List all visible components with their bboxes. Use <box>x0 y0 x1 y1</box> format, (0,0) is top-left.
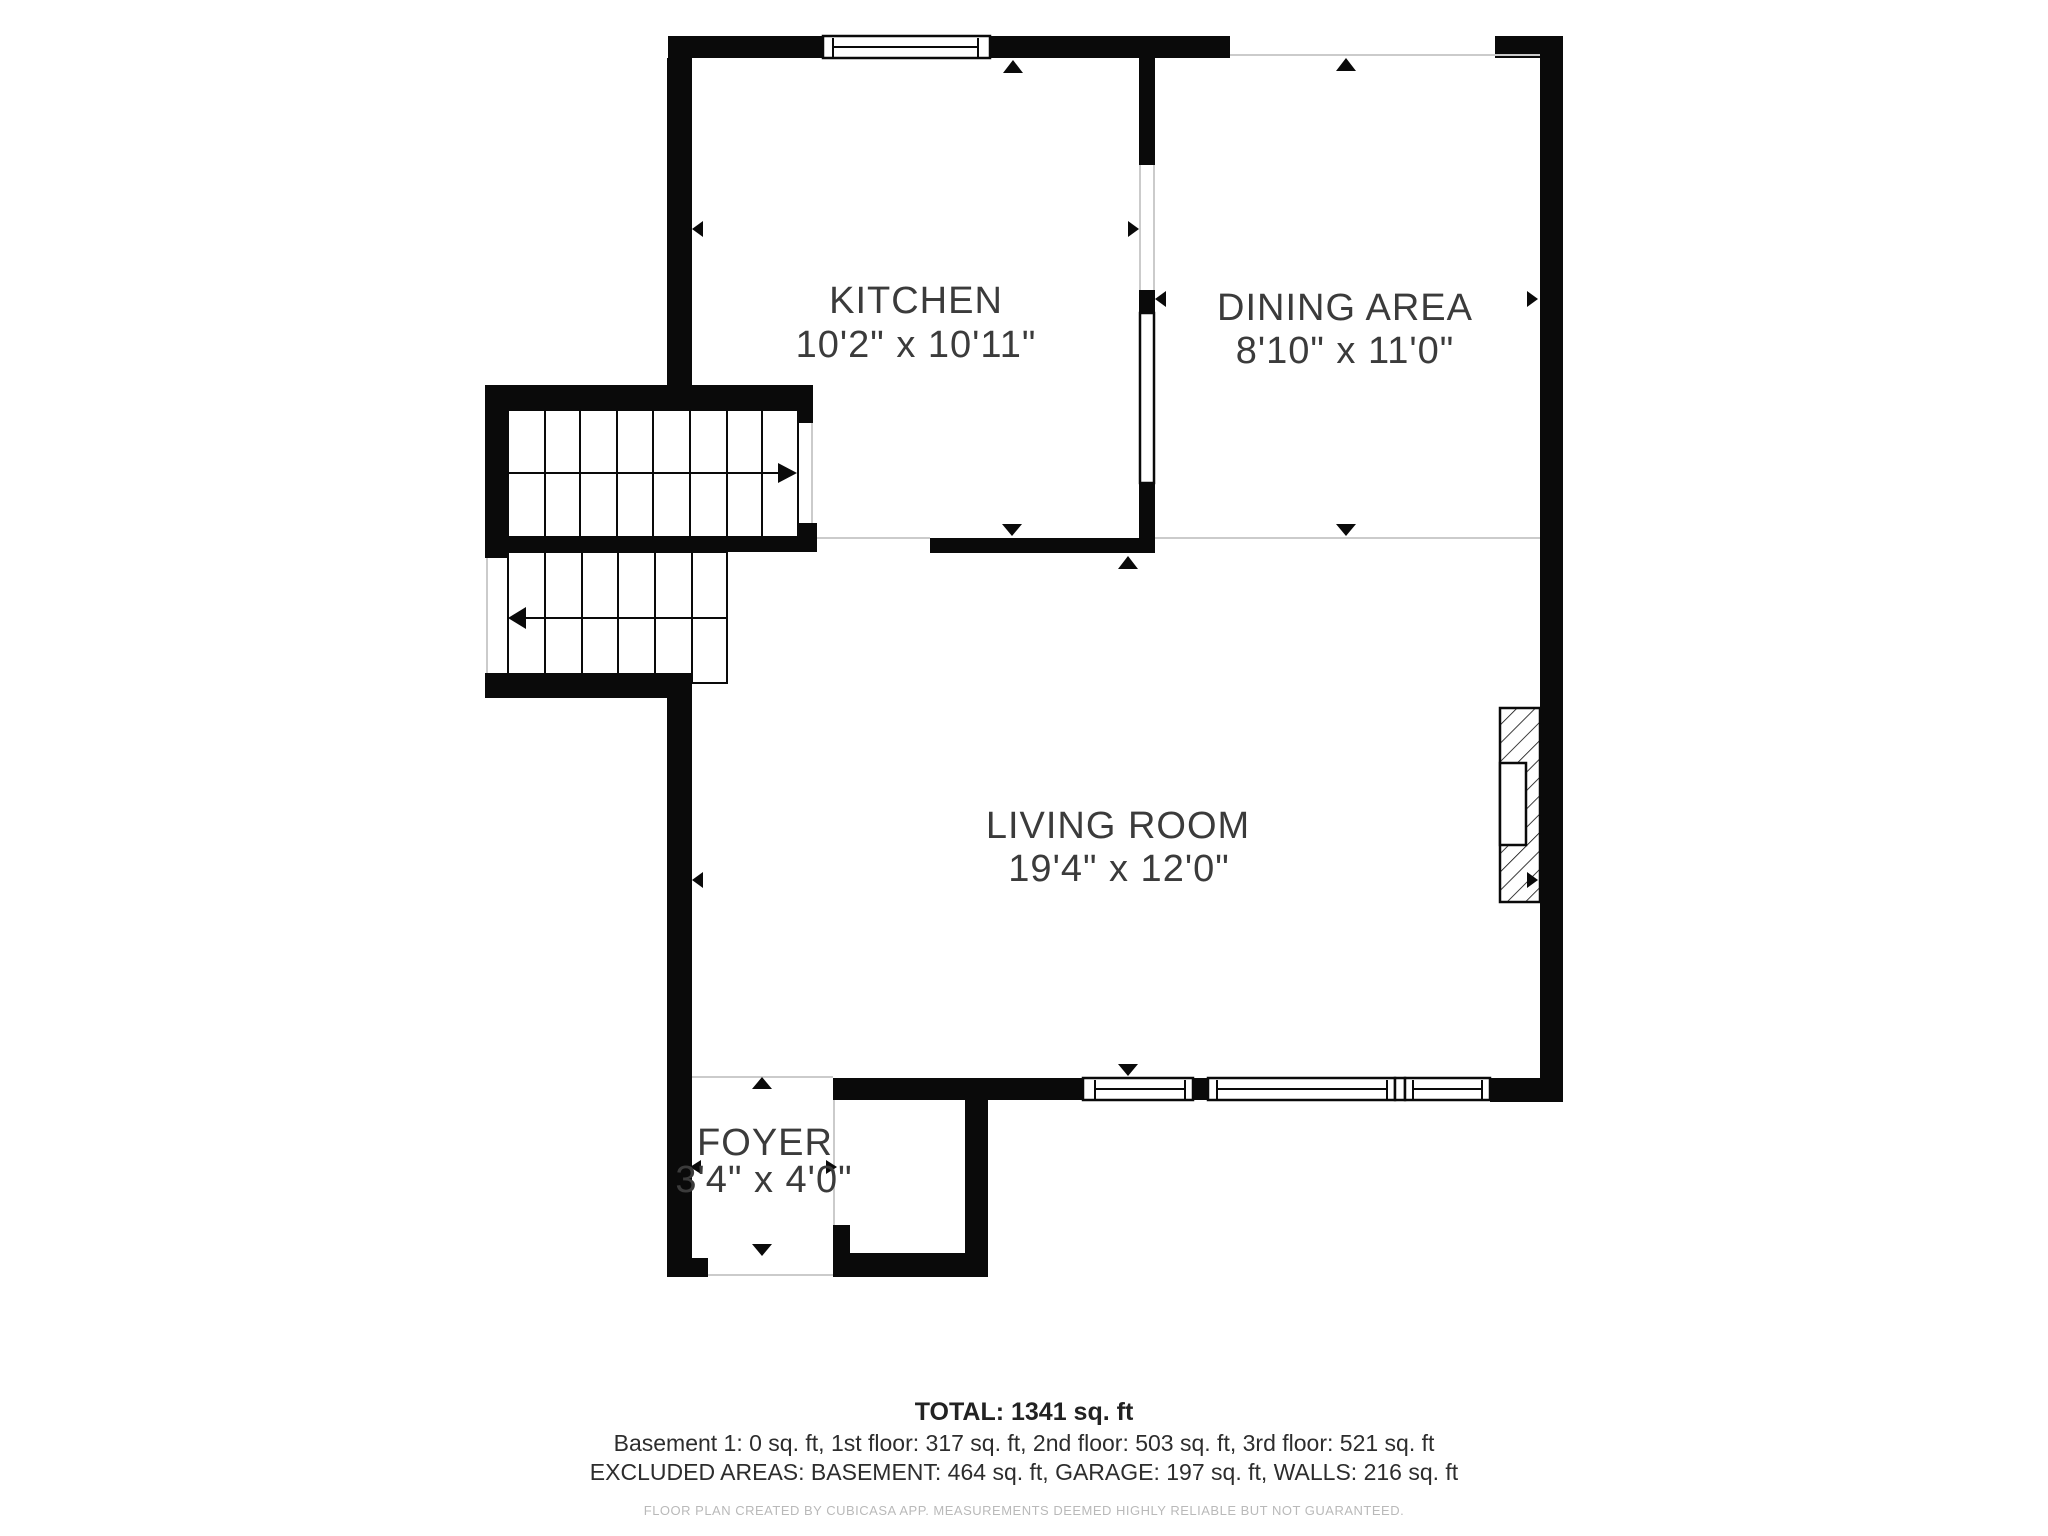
divider-door-panel-icon <box>1140 313 1154 483</box>
excluded-areas-text: EXCLUDED AREAS: BASEMENT: 464 sq. ft, GARAGE: 197 sq. ft, WALLS: 216 sq. ft <box>589 1459 1459 1485</box>
dining-arrow-left-icon <box>1155 291 1166 307</box>
wall-kitchen-dining-divider-top <box>1139 58 1155 165</box>
app-credit-text: FLOOR PLAN CREATED BY CUBICASA APP. MEASUREMENTS DEEMED HIGHLY RELIABLE BUT NOT GUARANTEED. <box>643 1503 1405 1518</box>
living-window-2-icon <box>1208 1078 1395 1100</box>
dining-dimensions: 8'10" x 11'0" <box>1235 330 1455 372</box>
foyer-arrow-up-icon <box>752 1077 772 1089</box>
stairs-down-arrow <box>508 607 526 629</box>
stairs-upper-run <box>508 410 798 537</box>
wall-stairs-left <box>485 385 508 558</box>
living-window-1-icon <box>1083 1078 1193 1100</box>
wall-kitchen-dining-divider-mid <box>1139 290 1155 313</box>
kitchen-arrow-left-icon <box>692 221 703 237</box>
wall-left-upper <box>667 58 692 410</box>
living-window-3-icon <box>1395 1078 1490 1100</box>
living-arrow-up-icon <box>1118 556 1138 569</box>
foyer-label: FOYER <box>697 1122 833 1164</box>
dining-label: DINING AREA <box>1217 287 1473 329</box>
kitchen-arrow-up-icon <box>1003 60 1023 73</box>
kitchen-label: KITCHEN <box>829 280 1003 322</box>
kitchen-dimensions: 10'2" x 10'11" <box>795 324 1037 366</box>
foyer-dimensions: 3'4" x 4'0" <box>675 1159 853 1201</box>
wall-closet-bottom <box>833 1253 988 1277</box>
kitchen-window-icon <box>823 36 990 58</box>
kitchen-arrow-down-icon <box>1002 524 1022 536</box>
windows <box>823 36 1490 1100</box>
kitchen-arrow-right-icon <box>1128 221 1139 237</box>
wall-entry-corner <box>667 1258 708 1277</box>
wall-stairs-bottom <box>485 673 690 698</box>
wall-stairs-top <box>485 385 813 410</box>
wall-window-pier <box>1193 1078 1208 1100</box>
wall-bottom-right-corner <box>1490 1078 1563 1102</box>
stairs-lower-run <box>508 552 727 683</box>
living-arrow-left-icon <box>692 872 703 888</box>
total-area-text: TOTAL: 1341 sq. ft <box>914 1398 1134 1426</box>
dining-arrow-up-icon <box>1336 58 1356 71</box>
foyer-arrow-down-icon <box>752 1244 772 1256</box>
wall-kitchen-bottom <box>930 538 1155 553</box>
stairs-up-arrow <box>778 463 797 483</box>
wall-closet-top <box>833 1078 1083 1100</box>
dining-arrow-down-icon <box>1336 524 1356 536</box>
area-summary <box>590 1398 1459 1518</box>
floor-areas-text: Basement 1: 0 sq. ft, 1st floor: 317 sq. ft, 2nd floor: 503 sq. ft, 3rd floor: 521 sq. ft <box>613 1430 1435 1456</box>
living-label: LIVING ROOM <box>985 805 1251 847</box>
wall-stairs-middle <box>485 537 817 552</box>
room-labels <box>675 280 1473 1201</box>
dining-arrow-right-icon <box>1527 291 1538 307</box>
wall-closet-right <box>965 1100 988 1253</box>
wall-stairs-middle-cap <box>798 523 817 552</box>
living-arrow-down-icon <box>1118 1064 1138 1076</box>
living-dimensions: 19'4" x 12'0" <box>1008 848 1230 890</box>
wall-stairs-jamb <box>798 410 813 423</box>
fireplace-icon <box>1500 708 1540 902</box>
wall-right <box>1540 36 1563 1102</box>
